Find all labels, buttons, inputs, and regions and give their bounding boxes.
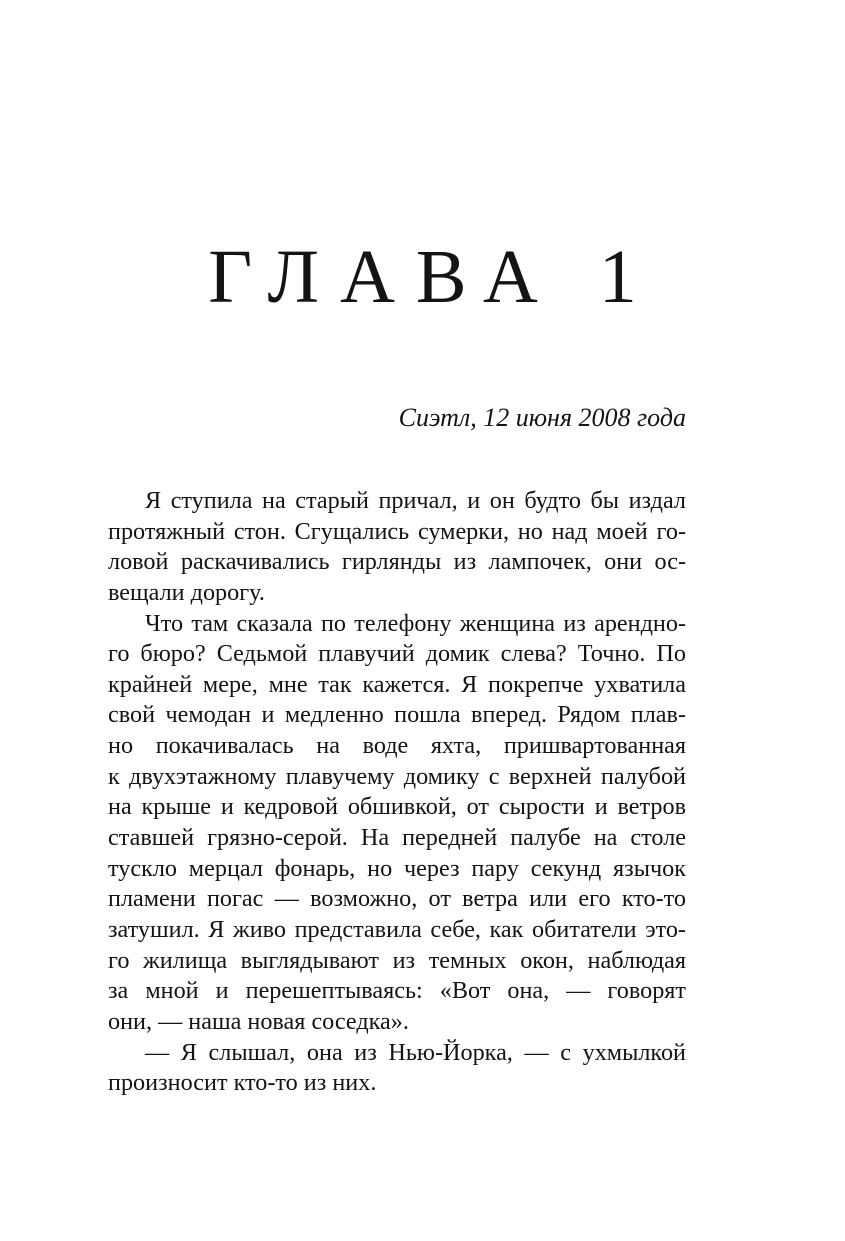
text-line: ловой раскачивались гирлянды из лампочек, они ос- xyxy=(108,548,686,576)
text-line: они, — наша новая соседка». xyxy=(108,1007,409,1035)
text-line: но покачивалась на воде яхта, пришвартованная xyxy=(108,732,686,760)
text-line: ставшей грязно-серой. На передней палубе на столе xyxy=(108,824,686,852)
text-line: вещали дорогу. xyxy=(108,578,265,606)
text-line: произносит кто-то из них. xyxy=(108,1069,377,1097)
text-line: тускло мерцал фонарь, но через пару секунд язычок xyxy=(108,854,686,882)
text-line: го бюро? Седьмой плавучий домик слева? Точно. По xyxy=(108,640,686,668)
text-line: Что там сказала по телефону женщина из арендно- xyxy=(145,609,686,637)
body-text xyxy=(108,486,686,1099)
text-line: затушил. Я живо представила себе, как обитатели это- xyxy=(108,915,686,943)
text-line: протяжный стон. Сгущались сумерки, но над моей го- xyxy=(108,517,686,545)
chapter-title: ГЛАВА 1 xyxy=(208,235,658,319)
text-line: к двухэтажному плавучему домику с верхней палубой xyxy=(108,762,686,790)
text-line: Я ступила на старый причал, и он будто бы издал xyxy=(145,487,686,514)
chapter-epigraph: Сиэтл, 12 июня 2008 года xyxy=(398,403,686,432)
text-line: крайней мере, мне так кажется. Я покрепче ухватила xyxy=(108,670,686,698)
text-line: за мной и перешептываясь: «Вот она, — говорят xyxy=(108,977,686,1005)
text-line: — Я слышал, она из Нью-Йорка, — с ухмылкой xyxy=(145,1038,686,1066)
text-line: свой чемодан и медленно пошла вперед. Рядом плав- xyxy=(108,701,686,729)
text-line: на крыше и кедровой обшивкой, от сырости и ветров xyxy=(108,793,686,821)
text-line: го жилища выглядывают из темных окон, наблюдая xyxy=(108,946,686,974)
text-line: пламени погас — возможно, от ветра или его кто-то xyxy=(108,885,686,913)
